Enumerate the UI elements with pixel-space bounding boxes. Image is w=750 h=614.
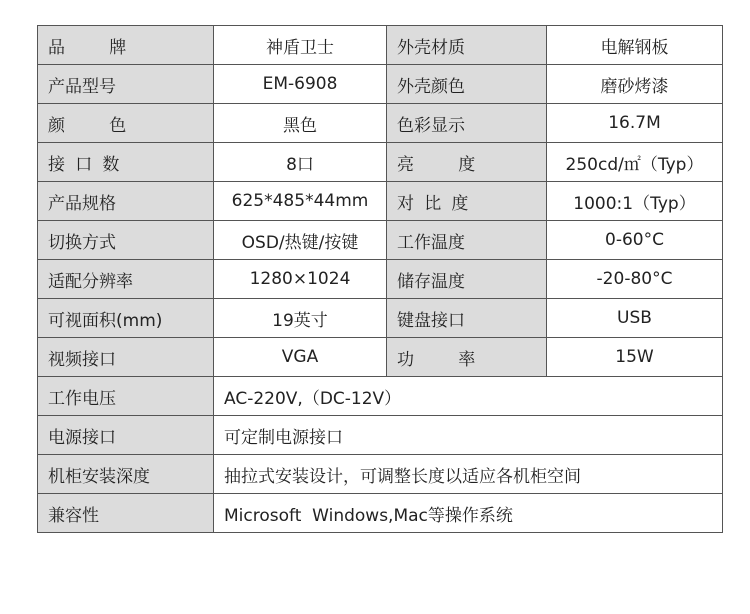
- spec-label: 适配分辨率: [38, 260, 214, 299]
- spec-label: [38, 143, 214, 182]
- table-row: [38, 377, 723, 416]
- spec-label: 外壳材质: [387, 26, 547, 65]
- spec-label: [38, 26, 214, 65]
- spec-value: 0-60°C: [547, 221, 723, 260]
- spec-label-text: 接口数: [48, 154, 130, 175]
- spec-label: 切换方式: [38, 221, 214, 260]
- spec-value: 625*485*44mm: [214, 182, 387, 221]
- spec-value: 黑色: [214, 104, 387, 143]
- spec-value: 1000:1（Typ）: [547, 182, 723, 221]
- spec-label-text: 对比度: [397, 193, 479, 214]
- spec-label: [387, 338, 547, 377]
- spec-label-text: 颜色: [48, 115, 171, 136]
- spec-label: 产品型号: [38, 65, 214, 104]
- table-row: [38, 299, 723, 338]
- spec-label-text: 亮度: [397, 154, 520, 175]
- spec-label: 机柜安装深度: [38, 455, 214, 494]
- table-row: [38, 494, 723, 533]
- spec-label: 可视面积(mm): [38, 299, 214, 338]
- spec-label: [38, 104, 214, 143]
- table-row: [38, 338, 723, 377]
- spec-value: 15W: [547, 338, 723, 377]
- spec-label: 视频接口: [38, 338, 214, 377]
- spec-value: 8口: [214, 143, 387, 182]
- spec-label: 产品规格: [38, 182, 214, 221]
- table-row: [38, 65, 723, 104]
- spec-value: 磨砂烤漆: [547, 65, 723, 104]
- spec-table: [37, 25, 723, 533]
- spec-label: 储存温度: [387, 260, 547, 299]
- spec-value: 可定制电源接口: [214, 416, 723, 455]
- spec-label: 工作电压: [38, 377, 214, 416]
- spec-value: 1280×1024: [214, 260, 387, 299]
- spec-value: EM-6908: [214, 65, 387, 104]
- spec-value: USB: [547, 299, 723, 338]
- spec-label: 兼容性: [38, 494, 214, 533]
- spec-label: 电源接口: [38, 416, 214, 455]
- spec-value: AC-220V,（DC-12V）: [214, 377, 723, 416]
- spec-label-text: 品牌: [48, 37, 171, 58]
- table-row: [38, 182, 723, 221]
- table-row: [38, 416, 723, 455]
- spec-label: 键盘接口: [387, 299, 547, 338]
- spec-value: 19英寸: [214, 299, 387, 338]
- spec-label: [387, 143, 547, 182]
- table-row: [38, 26, 723, 65]
- spec-value: VGA: [214, 338, 387, 377]
- spec-label-text: 功率: [397, 349, 520, 370]
- table-row: [38, 455, 723, 494]
- spec-label: [387, 182, 547, 221]
- spec-value: 250cd/㎡（Typ）: [547, 143, 723, 182]
- spec-value: 电解钢板: [547, 26, 723, 65]
- spec-value: Microsoft Windows,Mac等操作系统: [214, 494, 723, 533]
- spec-value: 神盾卫士: [214, 26, 387, 65]
- table-row: [38, 221, 723, 260]
- spec-value: 抽拉式安装设计，可调整长度以适应各机柜空间: [214, 455, 723, 494]
- spec-label: 色彩显示: [387, 104, 547, 143]
- table-row: [38, 260, 723, 299]
- spec-value: OSD/热键/按键: [214, 221, 387, 260]
- spec-label: 外壳颜色: [387, 65, 547, 104]
- spec-value: -20-80°C: [547, 260, 723, 299]
- spec-label: 工作温度: [387, 221, 547, 260]
- table-row: [38, 143, 723, 182]
- spec-value: 16.7M: [547, 104, 723, 143]
- table-row: [38, 104, 723, 143]
